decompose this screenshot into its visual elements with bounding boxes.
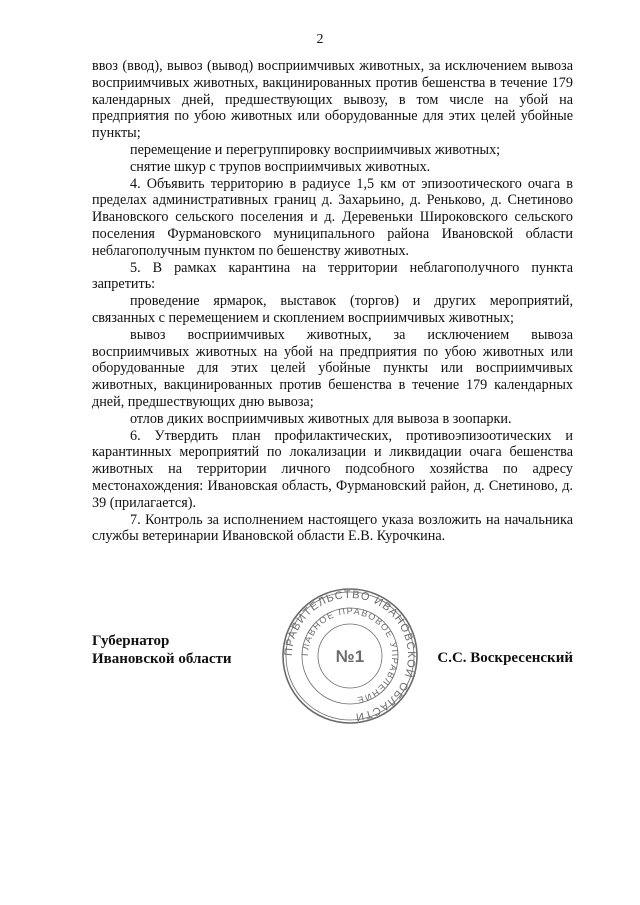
official-stamp-seal xyxy=(280,586,420,726)
paragraph: ввоз (ввод), вывоз (вывод) восприимчивых животных, за исключением вывоза восприимчивых животных, вакцинированных против бешенства в течение 179 календарных дней, предшествующих вывозу, в том числе на убой на предприятия по убою животных или оборудованные для этих целей убойные пункты; xyxy=(92,58,573,142)
stamp-number: №1 xyxy=(335,647,365,666)
stamp-outer-text: ПРАВИТЕЛЬСТВО ИВАНОВСКОЙ ОБЛАСТИ xyxy=(282,588,418,723)
document-body xyxy=(92,58,573,545)
paragraph: 7. Контроль за исполнением настоящего указа возложить на начальника службы ветеринарии Ивановской области Е.В. Курочкина. xyxy=(92,511,573,545)
paragraph: отлов диких восприимчивых животных для вывоза в зоопарки. xyxy=(130,410,512,427)
paragraph: проведение ярмарок, выставок (торгов) и других мероприятий, связанных с перемещением и скоплением восприимчивых животных; xyxy=(92,293,573,326)
paragraph: вывоз восприимчивых животных, за исключением вывоза восприимчивых животных на убой на предприятия по убою животных или оборудованные для этих целей убойные пункты или восприимчивых животных, вакцинированных против бешенства в течение 179 календарных дней, предшествующих дню вывоза; xyxy=(92,326,573,410)
signatory-name: С.С. Воскресенский xyxy=(437,650,573,666)
signatory-title-line1: Губернатор xyxy=(92,633,170,649)
paragraph: 6. Утвердить план профилактических, противоэпизоотических и карантинных мероприятий по локализации и ликвидации очага бешенства животных на территории личного подсобного хозяйства по адресу местонахождения: Ивановская область, Фурмановский район, д. Снетиново, д. 39 (прилагается). xyxy=(92,427,573,511)
stamp-inner-text: ГЛАВНОЕ ПРАВОВОЕ УПРАВЛЕНИЕ xyxy=(299,605,401,706)
signatory-title-line2: Ивановской области xyxy=(92,651,232,667)
signature-block xyxy=(92,588,573,772)
paragraph: перемещение и перегруппировку восприимчивых животных; xyxy=(130,141,501,158)
signatory-title xyxy=(92,632,232,668)
paragraph: снятие шкур с трупов восприимчивых животных. xyxy=(130,158,431,175)
paragraph: 5. В рамках карантина на территории неблагополучного пункта запретить: xyxy=(92,259,573,293)
paragraph: 4. Объявить территорию в радиусе 1,5 км от эпизоотического очага в пределах административных границ д. Захарьино, д. Реньково, д. Снетиново Ивановского сельского поселения и д. Деревеньки Широковского сельского поселения Фурмановского муниципального района Ивановской области неблагополучным пунктом по бешенству животных. xyxy=(92,175,573,259)
page-number: 2 xyxy=(316,32,324,47)
